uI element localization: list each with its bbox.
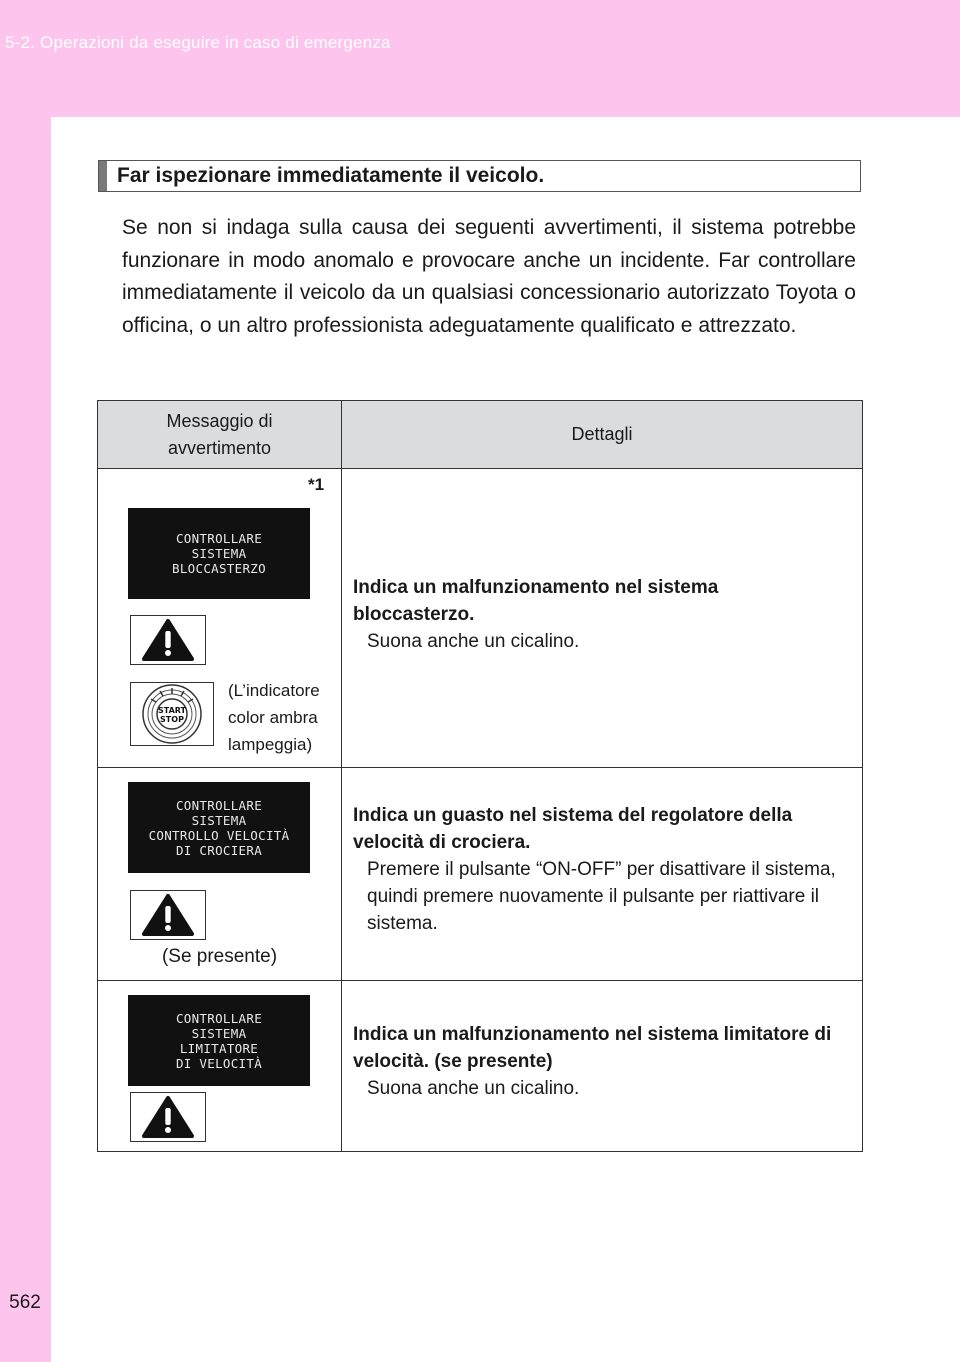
warning-triangle-icon <box>141 1095 195 1139</box>
screen-line: CONTROLLARE <box>175 797 263 813</box>
display-screen-speed-limiter <box>128 995 310 1086</box>
screen-line: BLOCCASTERZO <box>172 561 266 576</box>
screen-line: CONTROLLARE <box>175 531 263 546</box>
screen-line: SISTEMA <box>191 812 247 828</box>
indicator-note-line: color ambra <box>228 708 318 727</box>
header-warning-message <box>98 401 341 468</box>
section-heading-marker <box>99 161 107 191</box>
display-screen-steering-lock <box>128 508 310 599</box>
indicator-note <box>228 677 320 758</box>
start-label: START <box>157 706 187 715</box>
indicator-note-line: lampeggia) <box>228 735 313 754</box>
screen-line: LIMITATORE <box>179 1040 259 1056</box>
start-stop-button-icon <box>131 683 213 745</box>
row-detail <box>353 574 843 655</box>
section-title: Far ispezionare immediatamente il veicolo. <box>117 164 545 187</box>
indicator-note-line: (L’indicatore <box>228 681 320 700</box>
header-details: Dettagli <box>571 424 633 444</box>
screen-line: DI CROCIERA <box>175 842 263 858</box>
header-warning-message-line2: avvertimento <box>167 437 272 458</box>
detail-summary: Indica un malfunzionamento nel sistema limitatore di velocità. (se presente) <box>353 1024 832 1072</box>
warning-triangle-icon <box>141 618 195 662</box>
detail-note: Premere il pulsante “ON-OFF” per disattivare il sistema, quindi premere nuovamente il pulsante per riattivare il sistema. <box>367 859 836 934</box>
row-detail <box>353 802 843 937</box>
screen-line: SISTEMA <box>191 546 247 561</box>
intro-paragraph: Se non si indaga sulla causa dei seguenti avvertimenti, il sistema potrebbe funzionare in modo anomalo e provocare anche un incidente. Far controllare immediatamente il veicolo da un qualsiasi concessionario autorizzato Toyota o officina, o un altro professionista adeguatamente qualificato e attrezzato. <box>122 216 856 337</box>
row-divider <box>98 767 862 768</box>
screen-line: SISTEMA <box>191 1025 247 1041</box>
section-heading <box>98 160 861 192</box>
detail-summary: Indica un guasto nel sistema del regolatore della velocità di crociera. <box>353 805 793 853</box>
table-header-row <box>98 401 862 469</box>
detail-note: Suona anche un cicalino. <box>367 631 580 652</box>
detail-note: Suona anche un cicalino. <box>367 1078 580 1099</box>
master-warning-icon-box <box>130 615 206 665</box>
master-warning-icon-box <box>130 1092 206 1142</box>
row-detail <box>353 1021 843 1102</box>
row-divider <box>98 980 862 981</box>
breadcrumb: 5-2. Operazioni da eseguire in caso di emergenza <box>5 33 391 52</box>
if-equipped-caption: (Se presente) <box>161 946 278 967</box>
header-warning-message-line1: Messaggio di <box>166 410 273 431</box>
master-warning-icon-box <box>130 890 206 940</box>
screen-line: CONTROLLO VELOCITÀ <box>148 827 290 843</box>
page-header-band <box>0 0 960 117</box>
start-stop-indicator-box <box>130 682 214 746</box>
screen-line: DI VELOCITÀ <box>175 1055 263 1071</box>
warning-table <box>97 400 863 1152</box>
detail-summary: Indica un malfunzionamento nel sistema bloccasterzo. <box>353 577 719 625</box>
display-screen-cruise-control <box>128 782 310 873</box>
left-margin-band <box>0 117 51 1362</box>
footnote-marker: *1 <box>308 475 325 494</box>
page-number: 562 <box>9 1292 41 1313</box>
column-divider <box>341 401 342 1151</box>
warning-triangle-icon <box>141 893 195 937</box>
screen-line: CONTROLLARE <box>175 1010 263 1026</box>
stop-label: STOP <box>160 715 184 724</box>
